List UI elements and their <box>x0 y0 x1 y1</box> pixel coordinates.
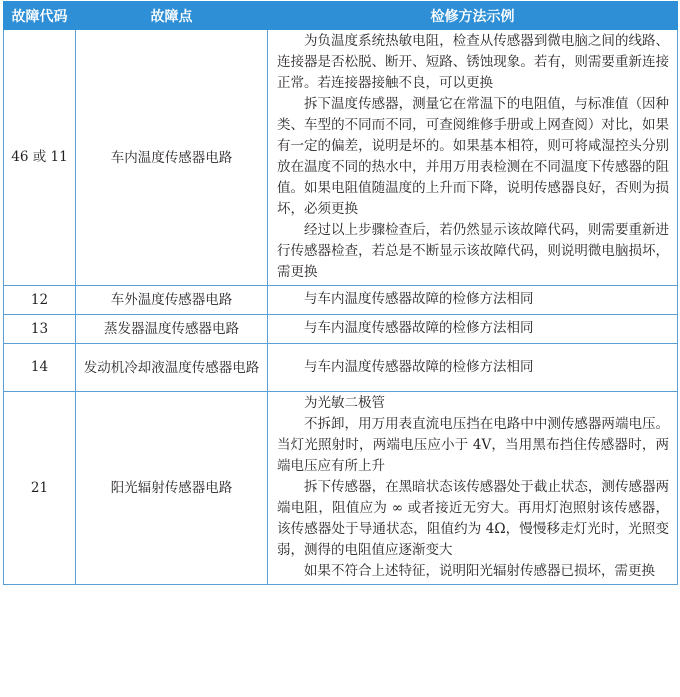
fault-point-cell: 车外温度传感器电路 <box>76 286 268 315</box>
repair-method-cell <box>268 286 678 315</box>
method-paragraph: 与车内温度传感器故障的检修方法相同 <box>304 291 534 307</box>
fault-code-cell: 14 <box>4 344 76 392</box>
header-fault-point: 故障点 <box>76 2 268 30</box>
fault-point-cell: 车内温度传感器电路 <box>76 30 268 286</box>
header-repair-method: 检修方法示例 <box>268 2 678 30</box>
table-header-row <box>4 2 678 30</box>
repair-method-cell <box>268 392 678 585</box>
repair-method-cell <box>268 344 678 392</box>
repair-method-cell <box>268 315 678 344</box>
method-paragraph: 拆下传感器，在黑暗状态该传感器处于截止状态，测传感器两端电阻，阻值应为 ∞ 或者接近无穷大。再用灯泡照射该传感器，该传感器处于导通状态，阻值约为 4Ω，慢慢移走灯光时，光照变弱，测得的电阻值应逐渐变大 <box>277 479 669 558</box>
method-paragraph: 不拆卸，用万用表直流电压挡在电路中中测传感器两端电压。当灯光照射时，两端电压应小于 4V，当用黑布挡住传感器时，两端电压应有所上升 <box>277 416 669 474</box>
fault-code-cell: 13 <box>4 315 76 344</box>
method-paragraph: 与车内温度传感器故障的检修方法相同 <box>304 358 534 375</box>
method-paragraph: 如果不符合上述特征，说明阳光辐射传感器已损坏，需更换 <box>304 563 655 579</box>
fault-code-cell: 46 或 11 <box>4 30 76 286</box>
header-fault-code: 故障代码 <box>4 2 76 30</box>
table-row <box>4 315 678 344</box>
table-row <box>4 344 678 392</box>
method-paragraph: 经过以上步骤检查后，若仍然显示该故障代码，则需要重新进行传感器检查，若总是不断显示该故障代码，则说明微电脑损坏，需更换 <box>277 222 669 280</box>
method-paragraph: 为光敏二极管 <box>304 395 385 411</box>
fault-point-cell: 发动机冷却液温度传感器电路 <box>76 344 268 392</box>
fault-code-cell: 12 <box>4 286 76 315</box>
method-paragraph: 拆下温度传感器，测量它在常温下的电阻值，与标准值（因种类、车型的不同而不同，可查阅维修手册或上网查阅）对比，如果有一定的偏差，说明是坏的。如果基本相符，则可将咸湿控头分别放在温度不同的热水中，并用万用表检测在不同温度下传感器的阻值。如果电阻值随温度的上升而下降，说明传感器良好，否则为损坏，必须更换 <box>277 96 669 217</box>
fault-point-cell: 阳光辐射传感器电路 <box>76 392 268 585</box>
table-row <box>4 30 678 286</box>
table-row <box>4 392 678 585</box>
fault-code-table <box>3 1 678 585</box>
repair-method-cell <box>268 30 678 286</box>
method-paragraph: 为负温度系统热敏电阻，检查从传感器到微电脑之间的线路、连接器是否松脱、断开、短路、锈蚀现象。若有，则需要重新连接正常。若连接器接触不良，可以更换 <box>277 33 669 91</box>
fault-code-cell: 21 <box>4 392 76 585</box>
method-paragraph: 与车内温度传感器故障的检修方法相同 <box>304 320 534 336</box>
table-row <box>4 286 678 315</box>
fault-point-cell: 蒸发器温度传感器电路 <box>76 315 268 344</box>
